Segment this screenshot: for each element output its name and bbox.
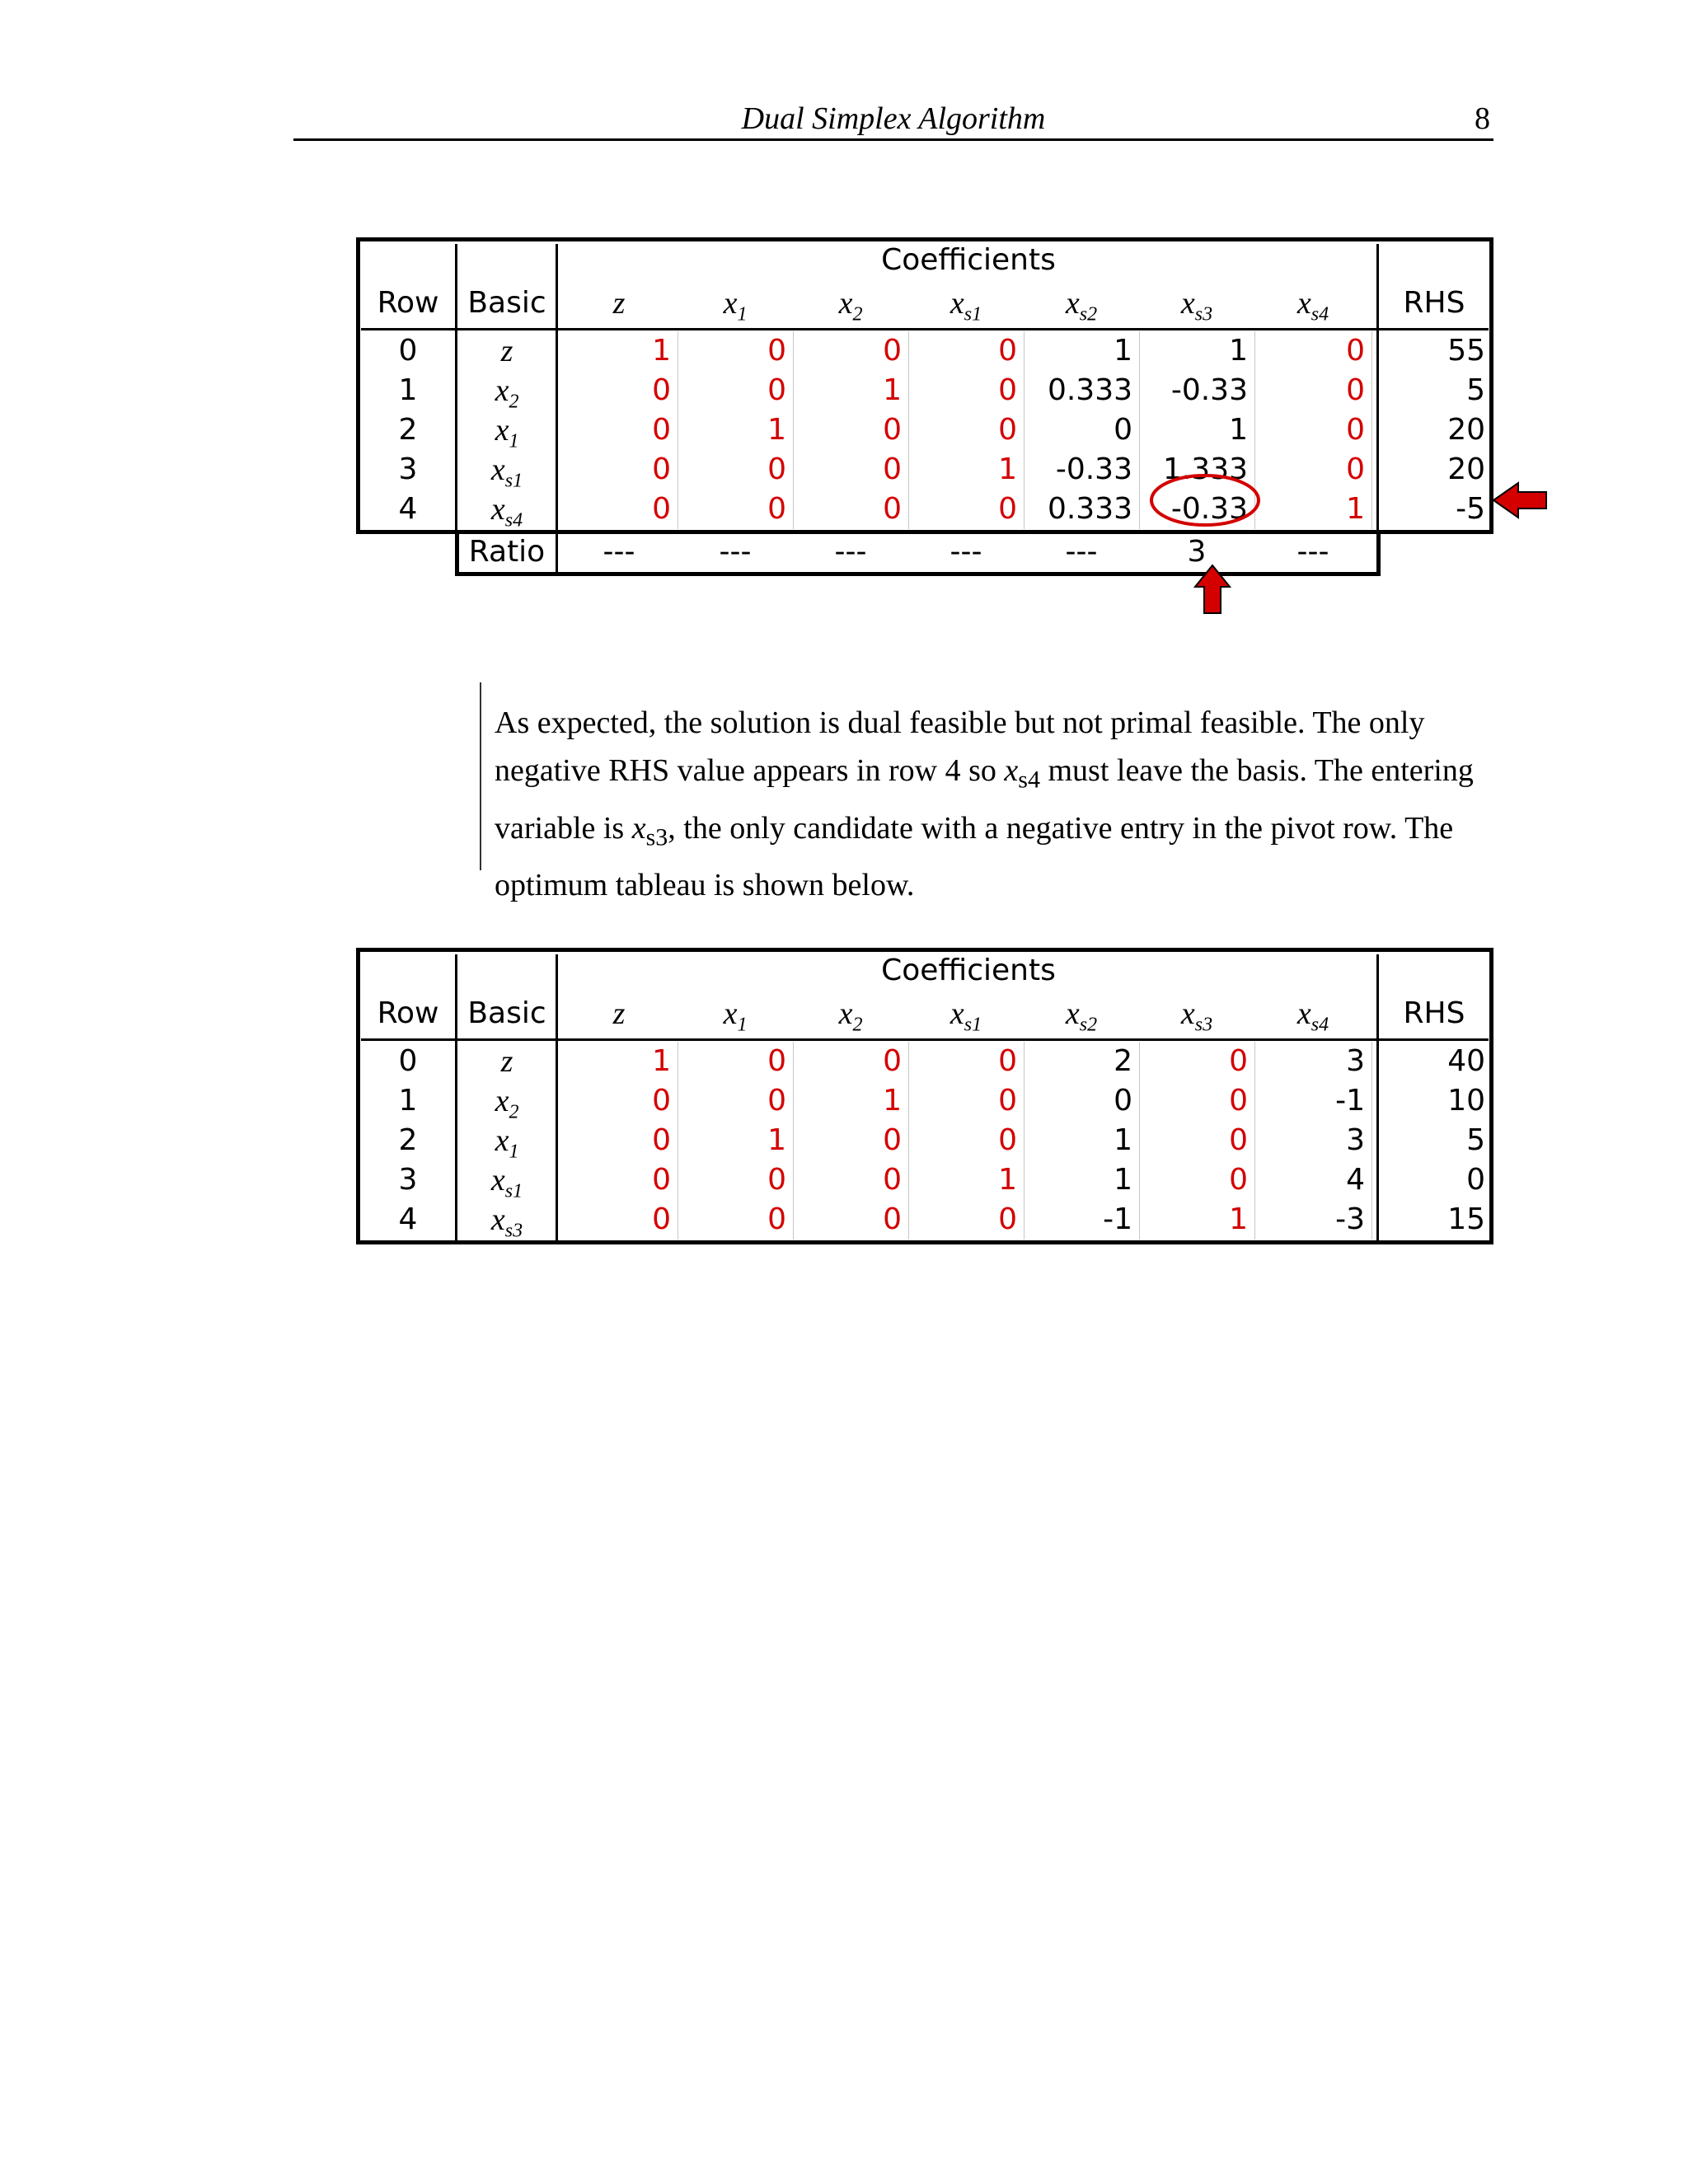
para-text-1: As expected, the solution is dual feasible but not primal feasible. The only negative RHS value appears in row 4 so: [495, 705, 1425, 788]
col-header-xs3: $x_{s3}$: [1180, 996, 1213, 1036]
entering-variable: x: [631, 810, 646, 846]
basic-variable: $x_1$: [495, 1123, 519, 1163]
coef-cell: 0: [883, 334, 902, 368]
row-index: 0: [398, 1044, 418, 1078]
tableau-2: [356, 948, 1493, 1242]
ratio-cell: ---: [1296, 535, 1329, 569]
basic-variable: $x_{s4}$: [490, 492, 523, 532]
coef-cell: -0.33: [1055, 452, 1132, 486]
leaving-variable-sub: s4: [1018, 766, 1040, 794]
coef-cell: 0: [767, 492, 786, 526]
rhs-cell: 55: [1447, 334, 1485, 368]
basic-variable: $x_2$: [495, 373, 519, 413]
coef-cell: 1: [767, 1123, 786, 1157]
row-index: 4: [398, 1202, 418, 1236]
col-header-x2: $x_2$: [838, 286, 863, 326]
ratio-cell: ---: [719, 535, 752, 569]
rhs-cell: 0: [1466, 1163, 1485, 1197]
col-header-x2: $x_2$: [838, 996, 863, 1036]
coef-cell: 0: [767, 1044, 786, 1078]
ratio-cell: 3: [1187, 535, 1207, 569]
col-header-xs1: $x_{s1}$: [950, 996, 982, 1036]
row-index: 1: [398, 373, 418, 407]
coef-cell: 3: [1346, 1044, 1365, 1078]
coef-cell: 1: [1346, 492, 1365, 526]
basic-variable: $x_2$: [495, 1084, 519, 1123]
coef-cell: 1: [998, 452, 1017, 486]
col-header-x1: $x_1$: [723, 286, 748, 326]
col-header-xs2: $x_{s2}$: [1065, 286, 1098, 326]
row-index: 2: [398, 413, 418, 447]
coef-cell: 0: [883, 413, 902, 447]
entering-variable-sub: s3: [645, 823, 668, 851]
basic-variable: z: [500, 1044, 513, 1079]
coef-cell: 0: [652, 452, 671, 486]
col-header-xs3: $x_{s3}$: [1180, 286, 1213, 326]
page-number: 8: [1475, 101, 1490, 136]
leaving-row-arrow-icon: [1493, 483, 1546, 518]
coef-cell: 0: [883, 1044, 902, 1078]
coef-cell: 0: [998, 1044, 1017, 1078]
coef-cell: 1: [1114, 334, 1132, 368]
rhs-cell: 20: [1447, 413, 1485, 447]
col-header-xs4: $x_{s4}$: [1296, 286, 1329, 326]
coef-cell: 0: [883, 1163, 902, 1197]
col-header-basic: Basic: [467, 996, 546, 1030]
coef-cell: 0: [1346, 452, 1365, 486]
para-text-2: must leave the basis. The entering variable is: [495, 753, 1474, 846]
ratio-label: Ratio: [468, 535, 546, 569]
col-header-z: z: [612, 996, 626, 1031]
coef-cell: 1: [883, 1084, 902, 1118]
coef-cell: 1: [767, 413, 786, 447]
basic-variable: z: [500, 334, 513, 368]
ratio-cell: ---: [603, 535, 635, 569]
coef-cell: 0: [767, 334, 786, 368]
coef-cell: 0: [883, 492, 902, 526]
col-header-rhs: RHS: [1403, 996, 1465, 1030]
coef-cell: 0: [998, 1202, 1017, 1236]
col-header-xs2: $x_{s2}$: [1065, 996, 1098, 1036]
column-guide: [908, 1042, 909, 1240]
coef-cell: 0: [1114, 1084, 1132, 1118]
rhs-cell: -5: [1456, 492, 1485, 526]
coef-cell: 0: [883, 1202, 902, 1236]
coef-cell: 0: [883, 452, 902, 486]
coef-cell: 0: [767, 373, 786, 407]
coef-cell: 0: [883, 1123, 902, 1157]
coef-cell: 0: [767, 452, 786, 486]
coef-cell: -0.33: [1170, 492, 1248, 526]
entering-column-arrow-icon: [1195, 565, 1230, 613]
coef-cell: 0: [767, 1084, 786, 1118]
rhs-cell: 5: [1466, 373, 1485, 407]
coef-cell: 1: [1229, 413, 1248, 447]
basic-variable: $x_{s3}$: [490, 1202, 523, 1242]
coefficients-label: Coefficients: [881, 954, 1056, 987]
coef-cell: 4: [1346, 1163, 1365, 1197]
coef-cell: 0: [998, 1084, 1017, 1118]
coef-cell: 0: [652, 1084, 671, 1118]
coef-cell: 0: [1229, 1123, 1248, 1157]
col-header-basic: Basic: [467, 286, 546, 320]
paragraph-margin-bar: [480, 682, 481, 870]
header-underline: [361, 1038, 1489, 1041]
coef-cell: 1: [1229, 1202, 1248, 1236]
coef-cell: 0.333: [1047, 373, 1132, 407]
col-header-rhs: RHS: [1403, 286, 1465, 320]
coef-cell: 0: [1114, 413, 1132, 447]
explanation-paragraph: [495, 699, 1508, 909]
coef-cell: 0: [998, 492, 1017, 526]
coef-cell: 1: [883, 373, 902, 407]
coef-cell: 0: [1229, 1163, 1248, 1197]
coef-cell: 0: [767, 1163, 786, 1197]
coef-cell: 0: [998, 413, 1017, 447]
coef-cell: 0: [1346, 334, 1365, 368]
basic-variable: $x_{s1}$: [490, 1163, 523, 1202]
rhs-cell: 5: [1466, 1123, 1485, 1157]
col-header-xs1: $x_{s1}$: [950, 286, 982, 326]
rhs-cell: 40: [1447, 1044, 1485, 1078]
coef-cell: 3: [1346, 1123, 1365, 1157]
basic-variable: $x_{s1}$: [490, 452, 523, 492]
coef-cell: 0: [998, 373, 1017, 407]
coef-cell: 0: [998, 334, 1017, 368]
ratio-cell: ---: [950, 535, 982, 569]
coef-cell: 0: [1229, 1044, 1248, 1078]
col-header-row: Row: [377, 996, 439, 1030]
coef-cell: 0: [652, 1163, 671, 1197]
coef-cell: -3: [1335, 1202, 1365, 1236]
coef-cell: 0: [652, 492, 671, 526]
coef-cell: -1: [1335, 1084, 1365, 1118]
row-index: 3: [398, 452, 418, 486]
coef-cell: 0.333: [1047, 492, 1132, 526]
column-guide: [1139, 1042, 1140, 1240]
column-guide: [793, 1042, 794, 1240]
col-header-z: z: [612, 286, 626, 321]
col-header-row: Row: [377, 286, 439, 320]
coef-cell: 1: [652, 334, 671, 368]
coef-cell: 0: [652, 413, 671, 447]
coef-cell: 0: [1346, 413, 1365, 447]
page-title: Dual Simplex Algorithm: [741, 101, 1046, 136]
rhs-cell: 15: [1447, 1202, 1485, 1236]
row-index: 1: [398, 1084, 418, 1118]
col-header-x1: $x_1$: [723, 996, 748, 1036]
coef-cell: 1: [998, 1163, 1017, 1197]
coef-cell: 2: [1114, 1044, 1132, 1078]
coef-cell: 0: [1229, 1084, 1248, 1118]
col-header-xs4: $x_{s4}$: [1296, 996, 1329, 1036]
coef-cell: 1: [1114, 1163, 1132, 1197]
column-guide: [1254, 1042, 1255, 1240]
coef-cell: 1.333: [1162, 452, 1248, 486]
row-index: 3: [398, 1163, 418, 1197]
coef-cell: 1: [1114, 1123, 1132, 1157]
rhs-cell: 20: [1447, 452, 1485, 486]
ratio-cell: ---: [1065, 535, 1098, 569]
ratio-cell: ---: [834, 535, 867, 569]
coefficients-label: Coefficients: [881, 243, 1056, 277]
basic-variable: $x_1$: [495, 413, 519, 452]
rhs-cell: 10: [1447, 1084, 1485, 1118]
coef-cell: -1: [1103, 1202, 1132, 1236]
leaving-variable: x: [1004, 753, 1019, 788]
coef-cell: 0: [1346, 373, 1365, 407]
coef-cell: -0.33: [1170, 373, 1248, 407]
column-guide: [1024, 1042, 1025, 1240]
coef-cell: 1: [652, 1044, 671, 1078]
coef-cell: 0: [767, 1202, 786, 1236]
coef-cell: 0: [652, 373, 671, 407]
coef-cell: 0: [652, 1123, 671, 1157]
coef-cell: 0: [652, 1202, 671, 1236]
row-index: 2: [398, 1123, 418, 1157]
coef-cell: 1: [1229, 334, 1248, 368]
row-index: 4: [398, 492, 418, 526]
coef-cell: 0: [998, 1123, 1017, 1157]
row-index: 0: [398, 334, 418, 368]
pivot-element-circle: [1151, 476, 1259, 525]
para-text-3: , the only candidate with a negative entry in the pivot row. The optimum tableau is shown below.: [495, 810, 1454, 903]
